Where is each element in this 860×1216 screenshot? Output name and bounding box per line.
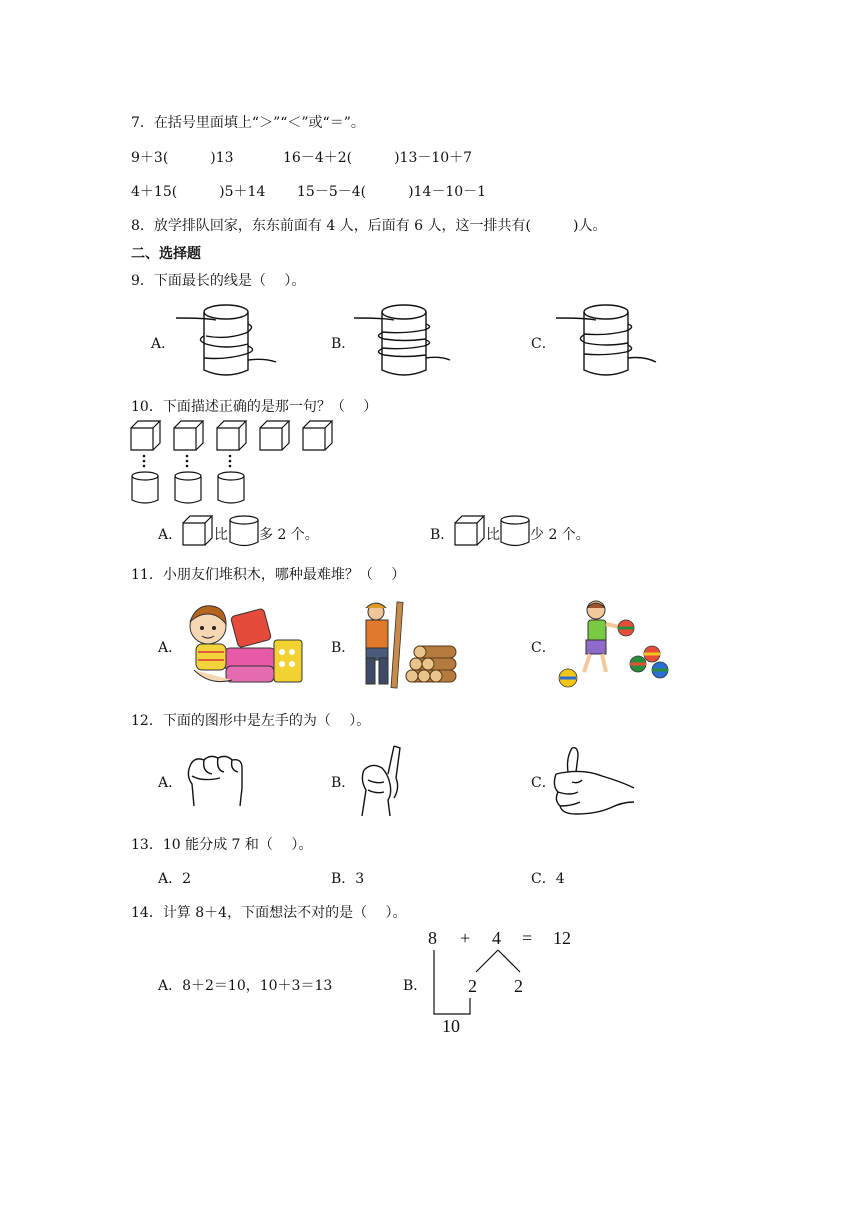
worker-with-logs-image: [354, 598, 464, 690]
q14-stem: 14．计算 8＋4，下面想法不对的是（ ）。: [131, 905, 407, 921]
q12-option-a: A．: [158, 775, 183, 791]
diagram-number-10: 10: [442, 1016, 460, 1036]
cube-4: [260, 421, 289, 450]
child-with-balls-image: [556, 598, 671, 692]
q10-option-a-mid: 比: [214, 527, 228, 543]
q10-stem: 10．下面描述正确的是那一句？（ ）: [131, 399, 378, 415]
q10-option-b-suffix: 少 2 个。: [530, 527, 590, 543]
q7-row2-left: 4＋15( )5＋14: [131, 184, 266, 200]
cube-5: [303, 421, 332, 450]
cube-3: [217, 421, 246, 450]
q11-option-c: C．: [531, 640, 556, 656]
q10-option-b-label: B．: [430, 527, 455, 543]
q9-stem: 9．下面最长的线是（ ）。: [131, 273, 306, 289]
diagram-equals: =: [522, 928, 533, 948]
q13-stem: 13．10 能分成 7 和（ ）。: [131, 837, 313, 853]
cube-1: [131, 421, 160, 450]
q11-option-b: B．: [331, 640, 356, 656]
q9-option-c: C．: [531, 336, 556, 352]
cylinder-icon: [500, 515, 532, 549]
q11-option-a: A．: [158, 640, 183, 656]
q10-option-a-label: A．: [158, 527, 183, 543]
q11-stem: 11．小朋友们堆积木，哪种最难堆？（ ）: [131, 567, 406, 583]
q7-stem: 7．在括号里面填上“＞”“＜”或“＝”。: [131, 115, 365, 131]
q12-option-c: C．: [531, 775, 556, 791]
fist-hand-image: [184, 752, 250, 810]
diagram-number-8: 8: [428, 928, 437, 948]
q13-option-b: B．3: [331, 871, 365, 887]
coil-image-a: [176, 300, 286, 380]
q12-option-b: B．: [331, 775, 356, 791]
cylinder-3: [218, 472, 244, 503]
diagram-split-right: 2: [514, 976, 523, 996]
q7-row1-left: 9＋3( )13: [131, 150, 234, 166]
coil-image-c: [556, 300, 666, 380]
q9-option-a: A．: [151, 336, 176, 352]
diagram-plus: +: [460, 928, 471, 948]
q10-option-b-mid: 比: [486, 527, 500, 543]
q9-option-b: B．: [331, 336, 356, 352]
cylinder-icon: [229, 515, 261, 549]
cylinder-2: [175, 472, 201, 503]
cube-icon: [454, 515, 486, 547]
cylinder-1: [132, 472, 158, 503]
q14-option-b-label: B．: [403, 978, 428, 994]
q8-stem: 8．放学排队回家，东东前面有 4 人，后面有 6 人，这一排共有( )人。: [131, 218, 607, 234]
pointing-hand-image: [354, 744, 406, 818]
diagram-number-4: 4: [492, 928, 501, 948]
make-ten-diagram: [426, 926, 586, 1038]
coil-image-b: [354, 300, 464, 380]
cube-2: [174, 421, 203, 450]
cube-icon: [182, 515, 214, 547]
q7-row2-right: 15－5－4( )14－10－1: [297, 184, 487, 200]
section-title: 二、选择题: [131, 246, 201, 262]
q10-option-a-suffix: 多 2 个。: [259, 527, 319, 543]
thumbs-up-hand-image: [552, 744, 636, 818]
q12-stem: 12．下面的图形中是左手的为（ ）。: [131, 713, 371, 729]
diagram-number-12: 12: [553, 928, 571, 948]
diagram-split-left: 2: [468, 976, 477, 996]
q13-option-c: C．4: [531, 871, 565, 887]
q14-option-a: A．8＋2＝10，10＋3＝13: [158, 978, 333, 994]
q7-row1-right: 16－4＋2( )13－10＋7: [283, 150, 473, 166]
q13-option-a: A．2: [158, 871, 192, 887]
cubes-cylinders-diagram: [130, 420, 340, 510]
child-with-blocks-image: [182, 600, 307, 688]
